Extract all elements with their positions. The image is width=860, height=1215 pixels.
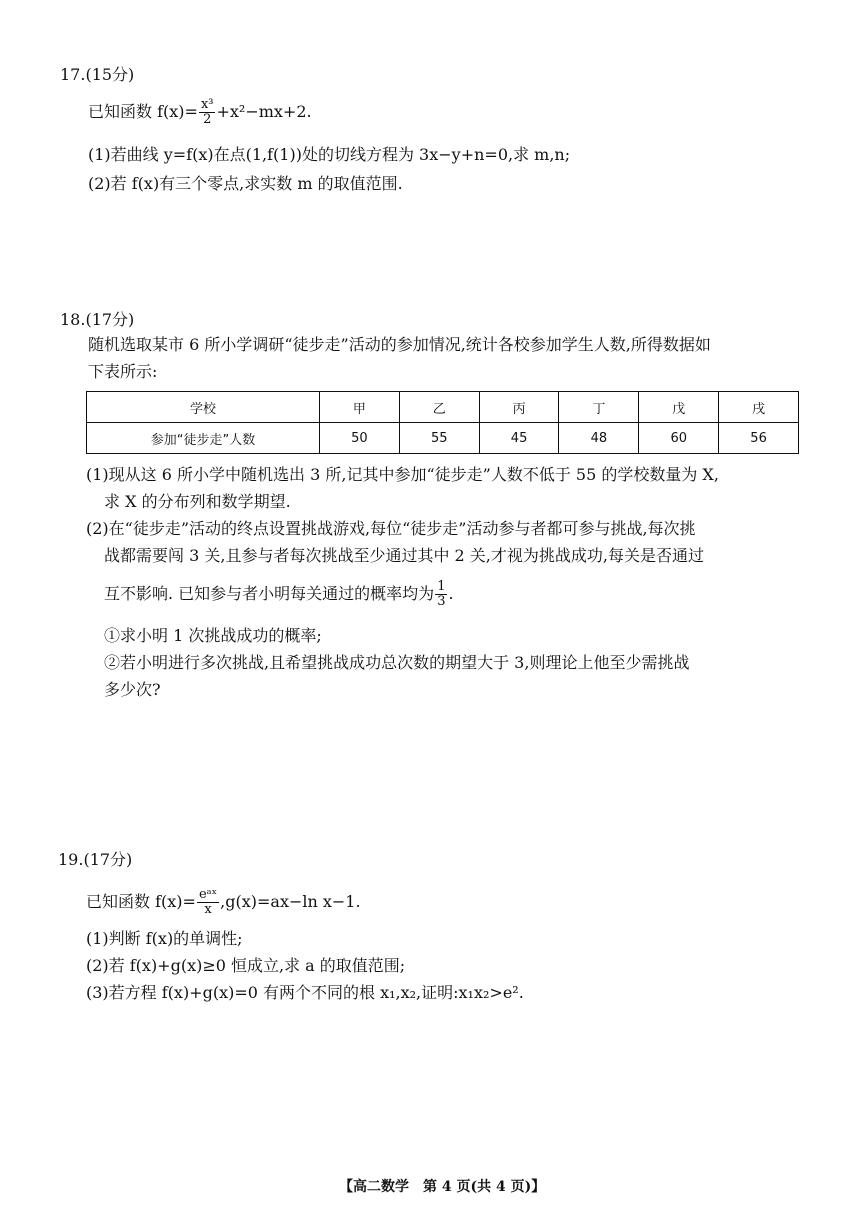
q18-part1-line1: (1)现从这 6 所小学中随机选出 3 所,记其中参加“徒步走”人数不低于 55 的学校数量为 X, [86,465,719,484]
q19-frac-num: eᵃˣ [198,887,218,902]
table-count: 56 [719,423,799,454]
q19-stem-suffix: ,g(x)=ax−ln x−1. [220,892,361,911]
q18-sub2-line2: 多少次? [104,680,161,699]
q17-frac-num: x³ [200,97,214,112]
q19-header: 19.(17分) [58,850,133,869]
q18-frac-den: 3 [437,594,446,609]
q18-part2-line3 [104,580,454,609]
q17-header: 17.(15分) [60,65,135,84]
table-school: 甲 [320,392,400,423]
q18-stem-line1: 随机选取某市 6 所小学调研“徒步走”活动的参加情况,统计各校参加学生人数,所得数据如 [88,335,711,354]
q19-part2: (2)若 f(x)+g(x)≥0 恒成立,求 a 的取值范围; [86,956,406,975]
q17-part1: (1)若曲线 y=f(x)在点(1,f(1))处的切线方程为 3x−y+n=0,求 m,n; [88,145,571,164]
table-header-label: 学校 [87,392,320,423]
participation-table [86,391,799,454]
q17-stem [88,98,312,127]
q18-part2-line1: (2)在“徒步走”活动的终点设置挑战游戏,每位“徒步走”活动参与者都可参与挑战,每次挑 [86,519,696,538]
q17-stem-prefix: 已知函数 f(x)= [88,102,198,121]
q17-fraction [199,98,216,127]
page-footer: 【高二数学 第 4 页(共 4 页)】 [339,1179,546,1195]
q19-stem [86,888,361,917]
q19-part1: (1)判断 f(x)的单调性; [86,929,243,948]
q18-part2-line2: 战都需要闯 3 关,且参与者每次挑战至少通过其中 2 关,才视为挑战成功,每关是否通过 [104,546,704,565]
q18-stem-line2: 下表所示: [88,362,158,381]
q19-stem-prefix: 已知函数 f(x)= [86,892,196,911]
q18-probability-fraction [435,580,447,609]
table-school: 戊 [639,392,719,423]
q18-part1-line2: 求 X 的分布列和数学期望. [104,492,291,511]
q18-sub1: ①求小明 1 次挑战成功的概率; [104,626,322,645]
q18-frac-num: 1 [437,579,446,594]
q17-stem-suffix: +x²−mx+2. [216,102,312,121]
table-count: 55 [399,423,479,454]
table-count: 45 [479,423,559,454]
q19-fraction [197,888,219,917]
q18-part2-line3-suffix: . [448,584,454,603]
table-count: 50 [320,423,400,454]
table-school: 丙 [479,392,559,423]
q17-part2: (2)若 f(x)有三个零点,求实数 m 的取值范围. [88,174,403,193]
table-school: 乙 [399,392,479,423]
q17-frac-den: 2 [203,112,212,127]
q18-part2-line3-prefix: 互不影响. 已知参与者小明每关通过的概率均为 [104,584,435,603]
table-row-label: 参加“徒步走”人数 [87,423,320,454]
table-school: 丁 [559,392,639,423]
table-school: 戌 [719,392,799,423]
q18-header: 18.(17分) [60,310,135,329]
table-count: 60 [639,423,719,454]
q18-sub2-line1: ②若小明进行多次挑战,且希望挑战成功总次数的期望大于 3,则理论上他至少需挑战 [104,653,690,672]
q19-frac-den: x [204,902,212,917]
table-header-row [87,392,799,423]
table-count: 48 [559,423,639,454]
table-count-row [87,423,799,454]
q19-part3: (3)若方程 f(x)+g(x)=0 有两个不同的根 x₁,x₂,证明:x₁x₂>e². [86,983,524,1002]
